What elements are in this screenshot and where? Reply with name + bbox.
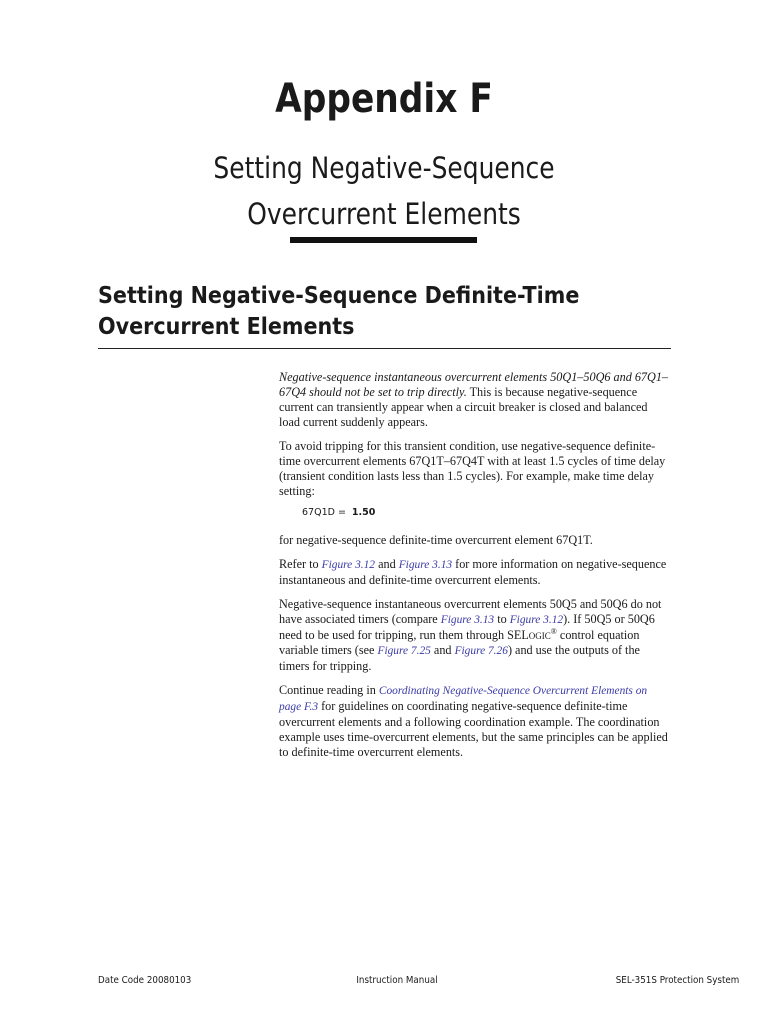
link-coordinating-section[interactable]: Coordinating Negative-Sequence Overcurrent Elements on page F.3 (279, 685, 648, 713)
section-heading-line1: Setting Negative-Sequence Definite-Time (98, 283, 580, 309)
warning-italic-text: Negative-sequence instantaneous overcurrent elements 50Q1–50Q6 and 67Q1–67Q4 should not be set to trip directly. (279, 370, 669, 399)
continue-text-1: Continue reading in (279, 683, 379, 697)
timers-text-4: control equation variable timers (see (279, 628, 640, 657)
section-heading-line2: Overcurrent Elements (98, 314, 355, 340)
timers-text-2: to (494, 612, 510, 626)
link-figure-3-13-compare[interactable]: Figure 3.13 (440, 614, 495, 626)
timers-text-3: ). If 50Q5 or 50Q6 need to be used for tripping, run them through SEL (279, 612, 655, 642)
paragraph-warning (279, 370, 671, 430)
section-heading (98, 281, 638, 343)
registered-mark: ® (550, 626, 557, 636)
link-figure-3-12[interactable]: Figure 3.12 (321, 559, 376, 571)
setting-value: 1.50 (351, 507, 376, 518)
refer-text-2: and (375, 557, 399, 571)
section-divider (98, 348, 671, 349)
warning-text: This is because negative-sequence current can transiently appear when a circuit breaker is closed and balanced load current suddenly appears. (279, 385, 648, 429)
footer-manual-title: Instruction Manual (356, 975, 438, 986)
chapter-title (54, 145, 714, 237)
chapter-title-line1: Setting Negative-Sequence (213, 151, 555, 185)
body-text (279, 370, 671, 769)
paragraph-transient: To avoid tripping for this transient condition, use negative-sequence definite-time overcurrent elements 67Q1T–67Q4T with at least 1.5 cycles of time delay (transient condition lasts less than 1.5 cycles). For example, make time delay setting: (279, 439, 666, 498)
link-figure-3-12-compare[interactable]: Figure 3.12 (509, 614, 564, 626)
refer-text-1: Refer to (279, 557, 322, 571)
link-figure-7-26[interactable]: Figure 7.26 (454, 645, 508, 657)
paragraph-element: for negative-sequence definite-time overcurrent element 67Q1T. (279, 533, 593, 547)
setting-example (302, 505, 671, 520)
paragraph-timers (279, 597, 671, 674)
selogic-smallcaps: ogic (528, 628, 551, 642)
continue-text-2: for guidelines on coordinating negative-sequence definite-time overcurrent elements and a following coordination example. The coordination example uses time-overcurrent elements, but the same principles can be applied to definite-time overcurrent elements. (279, 699, 668, 759)
paragraph-continue (279, 683, 671, 760)
timers-text-5: and (430, 643, 455, 657)
title-underline-bar (290, 237, 477, 243)
timers-text-1: Negative-sequence instantaneous overcurrent elements 50Q5 and 50Q6 do not have associated timers (compare (279, 597, 662, 626)
link-figure-3-13[interactable]: Figure 3.13 (398, 559, 453, 571)
footer-date-code: Date Code 20080103 (98, 975, 192, 986)
setting-label: 67Q1D = (302, 507, 346, 518)
link-figure-7-25[interactable]: Figure 7.25 (377, 645, 431, 657)
appendix-title: Appendix F (275, 76, 493, 122)
chapter-title-line2: Overcurrent Elements (247, 197, 521, 231)
refer-text-3: for more information on negative-sequence instantaneous and definite-time overcurrent elements. (279, 557, 667, 587)
paragraph-refer (279, 557, 671, 588)
timers-text-6: ) and use the outputs of the timers for tripping. (279, 643, 640, 673)
footer-product-name: SEL-351S Protection System (615, 975, 739, 986)
